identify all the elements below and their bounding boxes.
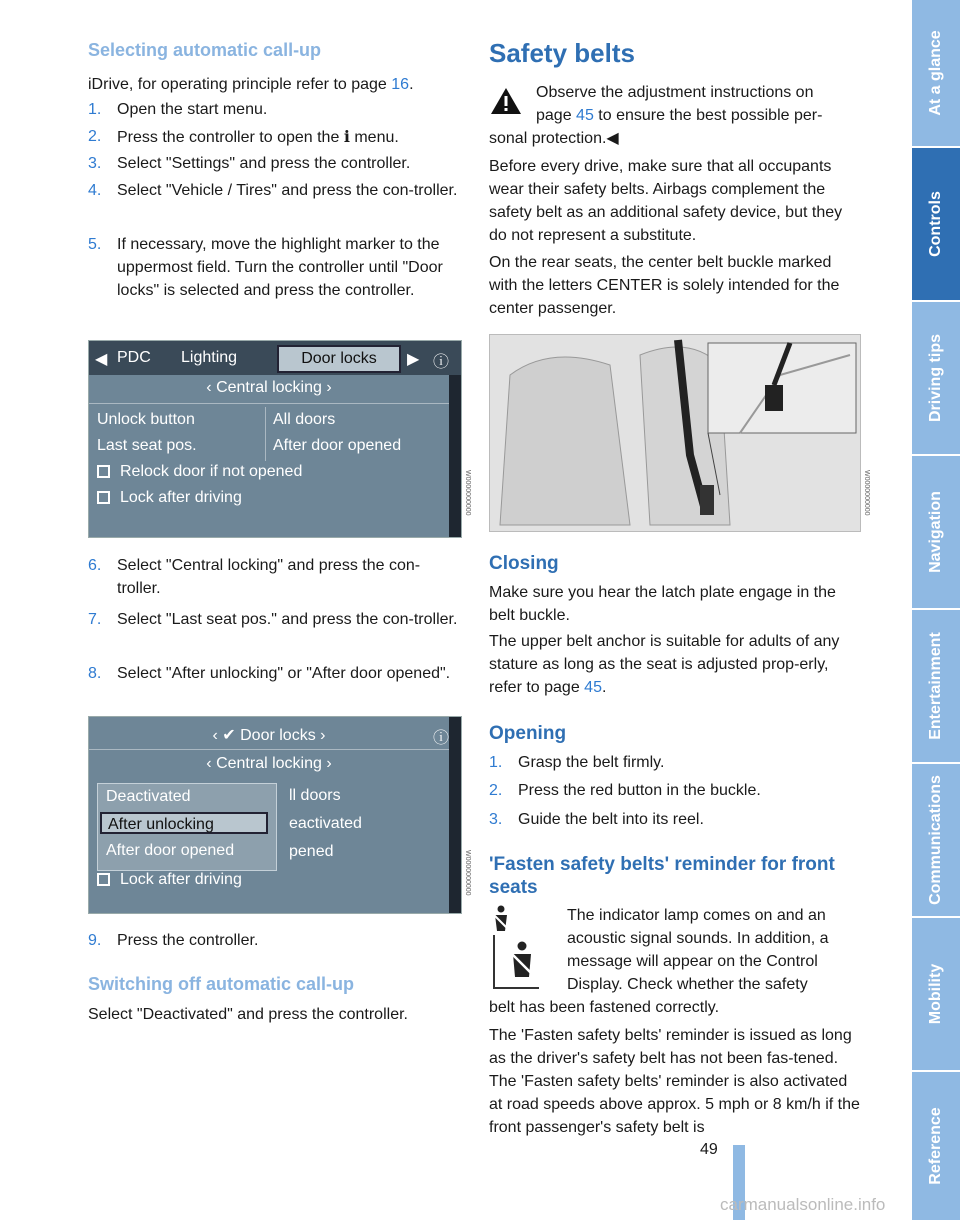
obscured-value: ll doors bbox=[289, 787, 341, 804]
checkbox-row: Lock after driving bbox=[97, 871, 242, 889]
info-icon: i bbox=[343, 127, 350, 146]
switch-off-text: Select "Deactivated" and press the controller. bbox=[88, 1006, 408, 1023]
image-code: W0000000000 bbox=[464, 470, 471, 516]
row-label: Last seat pos. bbox=[97, 437, 197, 454]
submenu-central-locking: ‹ Central locking › bbox=[206, 379, 332, 396]
warning-icon bbox=[489, 86, 523, 116]
step-item: 7. Select "Last seat pos." and press the con-troller. bbox=[88, 611, 458, 628]
warning-text: sonal protection.◀ bbox=[489, 130, 619, 147]
step-item: 8. Select "After unlocking" or "After door opened". bbox=[88, 665, 451, 682]
seat-belt-illustration bbox=[489, 334, 861, 532]
heading-opening: Opening bbox=[489, 723, 567, 744]
step-item: 5. If necessary, move the highlight marker to the uppermost field. Turn the controller until "Door locks" is selected and press the controller. bbox=[88, 236, 443, 299]
sidebar-tab-entertainment[interactable]: Entertainment bbox=[912, 610, 960, 764]
sidebar-tab-communications[interactable]: Communications bbox=[912, 764, 960, 918]
control-display-screen-central-locking bbox=[88, 716, 462, 914]
heading-selecting-call-up: Selecting automatic call-up bbox=[88, 40, 322, 60]
row-value: All doors bbox=[273, 411, 336, 428]
sidebar-tab-driving-tips[interactable]: Driving tips bbox=[912, 302, 960, 456]
checkbox-icon bbox=[97, 465, 110, 478]
heading-switching-off: Switching off automatic call-up bbox=[88, 974, 355, 994]
page-link[interactable]: 16 bbox=[391, 76, 410, 93]
step-item: 1. Grasp the belt firmly. bbox=[489, 754, 665, 771]
heading-reminder: 'Fasten safety belts' reminder for front seats bbox=[489, 854, 835, 898]
page-link[interactable]: 45 bbox=[584, 679, 602, 696]
sidebar-tab-mobility[interactable]: Mobility bbox=[912, 918, 960, 1072]
step-item: 3. Guide the belt into its reel. bbox=[489, 811, 704, 828]
option-deactivated: Deactivated bbox=[106, 788, 191, 805]
sidebar-tab-at-a-glance[interactable]: At a glance bbox=[912, 0, 960, 148]
sidebar-tab-navigation[interactable]: Navigation bbox=[912, 456, 960, 610]
page-link[interactable]: 45 bbox=[576, 107, 594, 124]
watermark: carmanualsonline.info bbox=[720, 1195, 886, 1214]
row-label: Unlock button bbox=[97, 411, 195, 428]
image-code: W0000000000 bbox=[464, 850, 471, 896]
chapter-sidebar bbox=[912, 0, 960, 1220]
seat-belt-person-icon bbox=[491, 905, 511, 933]
menu-title-door-locks: ‹ ✔ Door locks › bbox=[212, 727, 326, 744]
image-code: W0000000000 bbox=[863, 470, 870, 516]
paragraph: Before every drive, make sure that all occupants wear their safety belts. Airbags complement the safety belt as an additional safety device, but they do not represent a substitute. bbox=[489, 158, 843, 244]
warning-text: Observe the adjustment instructions on bbox=[536, 84, 814, 101]
page-number: 49 bbox=[700, 1141, 718, 1158]
row-value: After door opened bbox=[273, 437, 402, 454]
tab-pdc: PDC bbox=[117, 349, 151, 366]
seat-belt-indicator-icons bbox=[489, 905, 553, 987]
step-item: 2. Press the red button in the buckle. bbox=[489, 782, 761, 799]
obscured-value: eactivated bbox=[289, 815, 362, 832]
paragraph: The 'Fasten safety belts' reminder is issued as long as the driver's safety belt has not been fas-tened. The 'Fasten safety belts' reminder is also activated at road speeds above approx. 5 mph or 8 km/h if the front passenger's safety belt is bbox=[489, 1027, 860, 1136]
paragraph: The upper belt anchor is suitable for adults of any stature as long as the seat is adjusted prop-erly, refer to page 45. bbox=[489, 633, 840, 696]
step-item: 6. Select "Central locking" and press the con-troller. bbox=[88, 557, 421, 597]
checkbox-row: Relock door if not opened bbox=[97, 463, 302, 481]
sidebar-tab-controls[interactable]: Controls bbox=[912, 148, 960, 302]
option-after-unlocking: After unlocking bbox=[100, 812, 268, 834]
intro-text: iDrive, for operating principle refer to page 16. bbox=[88, 76, 414, 93]
paragraph: belt has been fastened correctly. bbox=[489, 999, 720, 1016]
control-display-screen-door-locks bbox=[88, 340, 462, 538]
info-icon: ⓘ bbox=[433, 730, 450, 747]
paragraph: Make sure you hear the latch plate engage in the belt buckle. bbox=[489, 584, 836, 624]
seat-belt-warning-lamp-icon bbox=[507, 941, 537, 979]
heading-closing: Closing bbox=[489, 553, 559, 574]
sidebar-tab-reference[interactable]: Reference bbox=[912, 1072, 960, 1222]
paragraph: The indicator lamp comes on and an acoustic signal sounds. In addition, a message will appear on the Control Display. Check whether the safety bbox=[567, 907, 829, 993]
popup-options bbox=[97, 783, 277, 871]
right-arrow-icon: ▶ bbox=[407, 351, 420, 368]
checkbox-icon bbox=[97, 491, 110, 504]
submenu-central-locking: ‹ Central locking › bbox=[206, 755, 332, 772]
step-item: 2. Press the controller to open the i menu. bbox=[88, 127, 399, 146]
option-after-door-opened: After door opened bbox=[106, 842, 235, 859]
step-item: 9. Press the controller. bbox=[88, 932, 259, 949]
obscured-value: pened bbox=[289, 843, 334, 860]
checkbox-icon bbox=[97, 873, 110, 886]
checkbox-row: Lock after driving bbox=[97, 489, 242, 507]
paragraph: On the rear seats, the center belt buckle marked with the letters CENTER is solely intended for the center passenger. bbox=[489, 254, 840, 317]
warning-text: page 45 to ensure the best possible per- bbox=[536, 107, 823, 124]
step-item: 1. Open the start menu. bbox=[88, 101, 268, 118]
step-item: 4. Select "Vehicle / Tires" and press the con-troller. bbox=[88, 182, 458, 199]
tab-door-locks: Door locks bbox=[277, 345, 401, 373]
left-arrow-icon: ◀ bbox=[95, 351, 108, 368]
info-icon: ⓘ bbox=[433, 354, 450, 371]
step-item: 3. Select "Settings" and press the controller. bbox=[88, 155, 411, 172]
seat-belt-drawing bbox=[490, 335, 860, 531]
tab-lighting: Lighting bbox=[181, 349, 238, 366]
section-title-safety-belts: Safety belts bbox=[489, 38, 635, 68]
